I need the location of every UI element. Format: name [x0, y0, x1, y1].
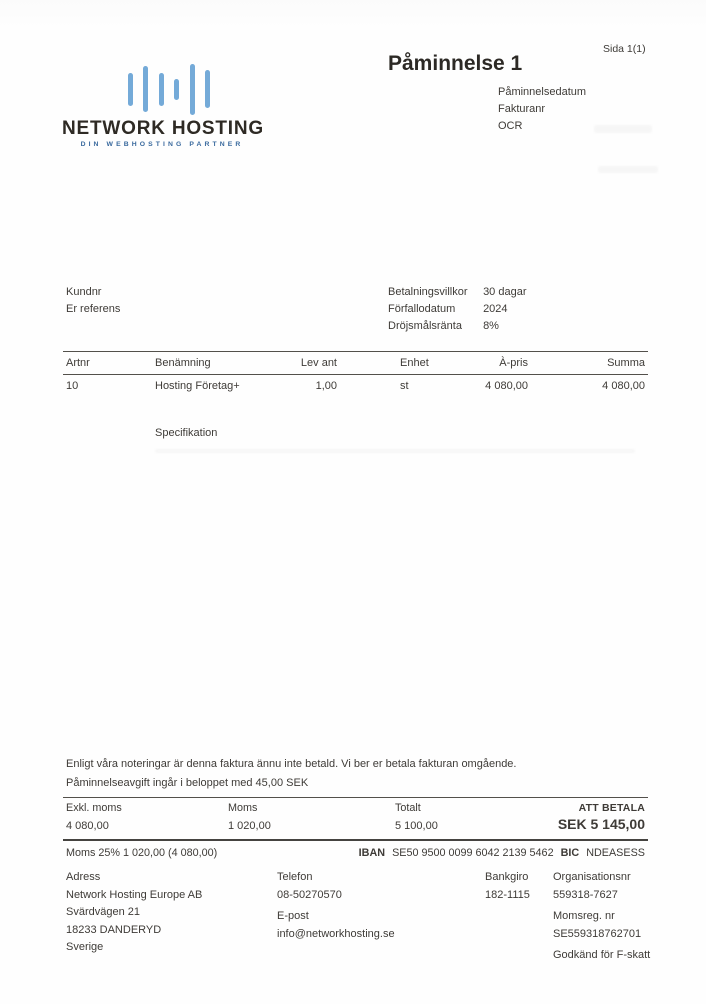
item-artnr: 10	[66, 380, 79, 392]
notice-line-1: Enligt våra noteringar är denna faktura ännu inte betald. Vi ber er betala fakturan omgående.	[66, 758, 517, 770]
logo-company-name: NETWORK HOSTING	[62, 118, 264, 139]
col-header-artnr: Artnr	[66, 357, 90, 369]
organisationsnr-label: Organisationsnr	[553, 871, 631, 883]
forfallodatum-row	[388, 301, 527, 318]
meta-row-ocr	[498, 118, 598, 135]
totals-bottom-rule	[63, 839, 648, 841]
logo-bar	[143, 66, 148, 112]
table-header-rule	[63, 374, 648, 375]
paminnelsedatum-label: Påminnelsedatum	[498, 86, 587, 98]
logo-bar	[159, 73, 164, 106]
momsreg-label: Momsreg. nr	[553, 910, 615, 922]
company-name: Network Hosting Europe AB	[66, 888, 203, 901]
moms-detail: Moms 25% 1 020,00 (4 080,00)	[66, 847, 218, 859]
fskatt-note: Godkänd för F-skatt	[553, 949, 651, 961]
col-header-a-pris: À-pris	[499, 357, 528, 369]
forfallodatum-value: 2024	[483, 303, 508, 315]
drojsmalsranta-row	[388, 318, 527, 335]
er-referens-row	[66, 301, 158, 318]
bic-label: BIC	[560, 847, 580, 859]
logo-bar	[174, 79, 179, 100]
betalningsvillkor-label: Betalningsvillkor	[388, 286, 468, 298]
item-lev-ant: 1,00	[315, 380, 337, 392]
specifikation-label: Specifikation	[155, 427, 218, 439]
item-summa: 4 080,00	[602, 380, 645, 392]
notice-line-2: Påminnelseavgift ingår i beloppet med 45,00 SEK	[66, 776, 309, 789]
bankgiro-value: 182-1115	[485, 888, 530, 901]
item-a-pris: 4 080,00	[485, 380, 528, 392]
footer-bankgiro-column	[485, 869, 530, 904]
payment-terms	[388, 284, 527, 335]
kundnr-label: Kundnr	[66, 286, 102, 298]
er-referens-label: Er referens	[66, 303, 121, 315]
scan-artifact	[598, 166, 658, 173]
exkl-moms-label: Exkl. moms	[66, 802, 122, 814]
postal-city: 18233 DANDERYD	[66, 923, 162, 936]
item-enhet: st	[400, 380, 409, 392]
bank-details	[345, 847, 645, 859]
forfallodatum-label: Förfallodatum	[388, 303, 456, 315]
footer-address-column	[66, 869, 202, 957]
telefon-value: 08-50270570	[277, 888, 342, 901]
att-betala-value: SEK 5 145,00	[557, 816, 645, 832]
iban-label: IBAN	[358, 847, 386, 859]
customer-references	[66, 284, 158, 318]
kundnr-row	[66, 284, 158, 301]
organisationsnr-value: 559318-7627	[553, 888, 618, 901]
iban-value: SE50 9500 0099 6042 2139 5462	[392, 847, 554, 859]
scan-artifact	[155, 449, 635, 453]
drojsmalsranta-value: 8%	[483, 320, 499, 332]
totals-top-rule	[63, 797, 648, 798]
logo-soundwave-icon	[128, 60, 210, 118]
col-header-benamning: Benämning	[155, 357, 211, 369]
momsreg-value: SE559318762701	[553, 927, 642, 940]
meta-row-fakturanr	[498, 101, 598, 118]
betalningsvillkor-row	[388, 284, 527, 301]
logo-bar	[128, 73, 133, 106]
bic-value: NDEASESS	[586, 847, 645, 859]
adress-label: Adress	[66, 871, 101, 883]
epost-value: info@networkhosting.se	[277, 927, 395, 940]
footer-organisation-column	[553, 869, 703, 965]
epost-label: E-post	[277, 910, 309, 922]
meta-row-paminnelsedatum	[498, 84, 598, 101]
logo-tagline: DIN WEBHOSTING PARTNER	[80, 141, 244, 148]
table-top-rule	[63, 351, 648, 352]
logo-bar	[190, 64, 195, 115]
betalningsvillkor-value: 30 dagar	[483, 286, 527, 298]
scan-artifact	[594, 125, 652, 133]
totalt-value: 5 100,00	[395, 820, 438, 832]
footer-contact-column	[277, 869, 395, 943]
moms-label: Moms	[228, 802, 258, 814]
totalt-label: Totalt	[395, 802, 421, 814]
drojsmalsranta-label: Dröjsmålsränta	[388, 320, 462, 332]
col-header-lev-ant: Lev ant	[300, 357, 337, 369]
country: Sverige	[66, 941, 104, 953]
fakturanr-label: Fakturanr	[498, 103, 546, 115]
reminder-notice	[66, 755, 626, 792]
ocr-label: OCR	[498, 120, 523, 132]
page-number: Sida 1(1)	[603, 43, 646, 55]
att-betala-label: ATT BETALA	[578, 802, 645, 814]
telefon-label: Telefon	[277, 871, 313, 883]
item-benamning: Hosting Företag+	[155, 380, 240, 392]
col-header-summa: Summa	[607, 357, 645, 369]
invoice-meta	[498, 84, 598, 135]
col-header-enhet: Enhet	[400, 357, 429, 369]
bankgiro-label: Bankgiro	[485, 871, 529, 883]
document-title: Påminnelse 1	[388, 52, 523, 75]
street: Svärdvägen 21	[66, 906, 140, 918]
logo-bar	[205, 70, 210, 108]
exkl-moms-value: 4 080,00	[66, 820, 109, 832]
moms-value: 1 020,00	[228, 820, 271, 832]
